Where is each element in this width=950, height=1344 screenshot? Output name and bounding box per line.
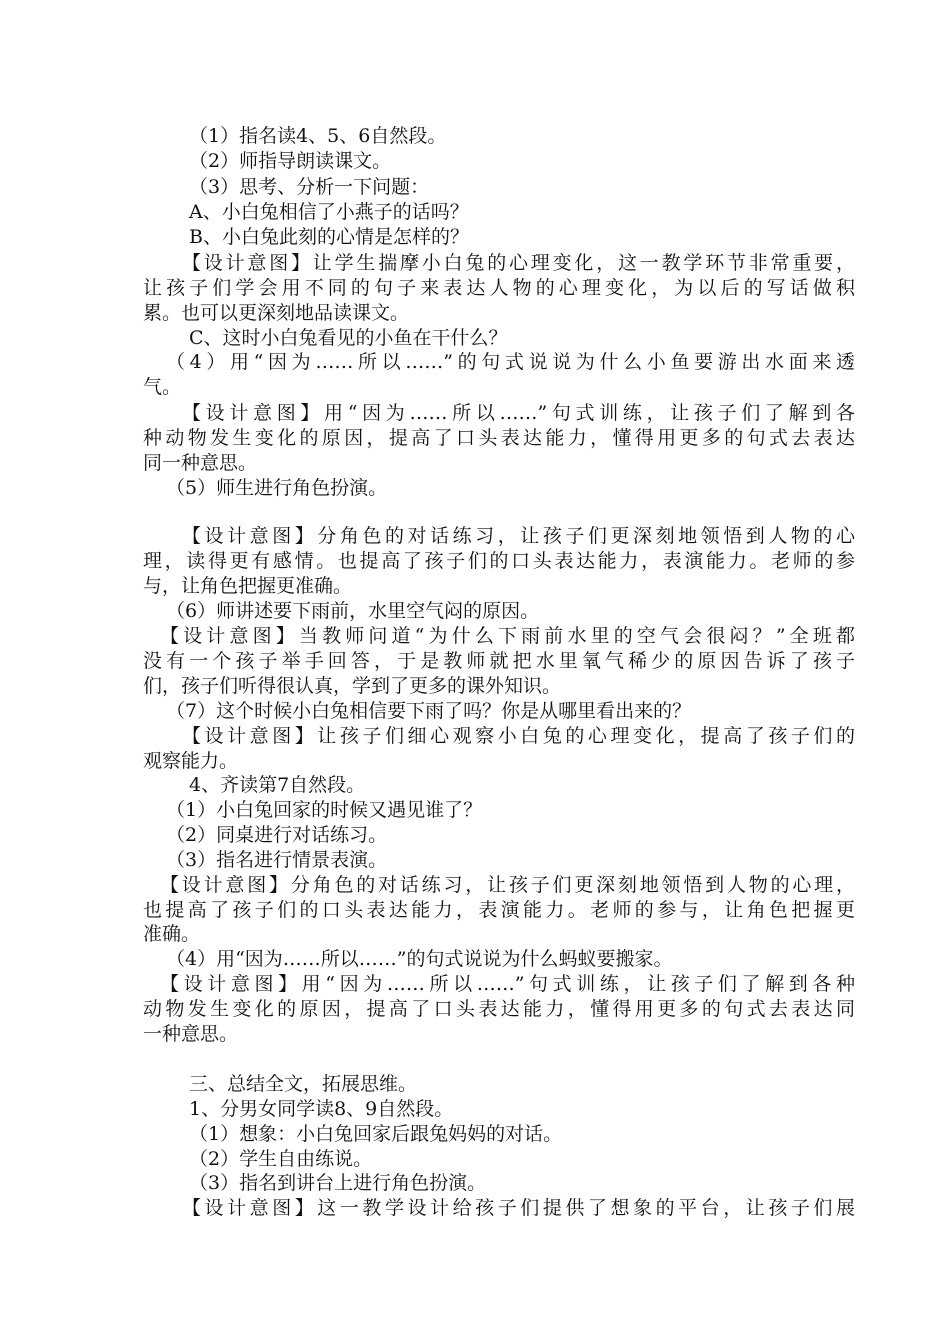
paragraph-line: 没有一个孩子举手回答，于是教师就把水里氧气稀少的原因告诉了孩子: [143, 650, 855, 672]
paragraph-line: 让孩子们学会用不同的句子来表达人物的心理变化，为以后的写话做积: [143, 277, 855, 299]
paragraph-line: （2）师指导朗读课文。: [189, 150, 392, 172]
paragraph-line: （4）用“因为……所以……”的句式说说为什么小鱼要游出水面来透: [166, 351, 855, 373]
paragraph-line: 4、齐读第7自然段。: [189, 774, 366, 796]
paragraph-line: （1）小白兔回家的时候又遇见谁了？: [166, 799, 483, 821]
design-intent-line: 【设计意图】分角色的对话练习，让孩子们更深刻地领悟到人物的心: [182, 525, 855, 547]
design-intent-line: 【设计意图】分角色的对话练习，让孩子们更深刻地领悟到人物的心理，: [160, 874, 855, 896]
paragraph-line: B、小白兔此刻的心情是怎样的？: [189, 226, 469, 248]
paragraph-line: 准确。: [143, 923, 201, 945]
paragraph-line: 1、分男女同学读8、9自然段。: [189, 1098, 454, 1120]
paragraph-line: （7）这个时候小白兔相信要下雨了吗？你是从哪里看出来的？: [166, 700, 692, 722]
paragraph-line: 累。也可以更深刻地品读课文。: [143, 302, 410, 324]
paragraph-line: 同一种意思。: [143, 452, 258, 474]
paragraph-line: （6）师讲述要下雨前，水里空气闷的原因。: [166, 600, 540, 622]
paragraph-line: （4）用“因为……所以……”的句式说说为什么蚂蚁要搬家。: [166, 948, 673, 970]
design-intent-line: 【设计意图】这一教学设计给孩子们提供了想象的平台，让孩子们展: [182, 1197, 855, 1219]
paragraph-line: C、这时小白兔看见的小鱼在干什么？: [189, 327, 508, 349]
paragraph-line: （5）师生进行角色扮演。: [166, 477, 388, 499]
design-intent-line: 【设计意图】用“因为……所以……”句式训练，让孩子们了解到各种: [160, 973, 855, 995]
paragraph-line: 一种意思。: [143, 1023, 239, 1045]
section-heading: 三、总结全文，拓展思维。: [189, 1073, 418, 1095]
paragraph-line: 种动物发生变化的原因，提高了口头表达能力，懂得用更多的句式去表达: [143, 427, 855, 449]
paragraph-line: 气。: [143, 376, 182, 398]
paragraph-line: （3）指名到讲台上进行角色扮演。: [189, 1172, 487, 1194]
paragraph-line: 动物发生变化的原因，提高了口头表达能力，懂得用更多的句式去表达同: [143, 998, 855, 1020]
paragraph-line: （3）指名进行情景表演。: [166, 849, 388, 871]
paragraph-line: （3）思考、分析一下问题：: [189, 176, 430, 198]
paragraph-line: 理，读得更有感情。也提高了孩子们的口头表达能力，表演能力。老师的参: [143, 550, 855, 572]
paragraph-line: （1）想象：小白兔回家后跟兔妈妈的对话。: [189, 1123, 563, 1145]
paragraph-line: 们，孩子们听得很认真，学到了更多的课外知识。: [143, 675, 562, 697]
design-intent-line: 【设计意图】用“因为……所以……”句式训练，让孩子们了解到各: [182, 402, 855, 424]
paragraph-line: （2）学生自由练说。: [189, 1148, 373, 1170]
design-intent-line: 【设计意图】让孩子们细心观察小白兔的心理变化，提高了孩子们的: [182, 725, 855, 747]
paragraph-line: 与，让角色把握更准确。: [143, 575, 353, 597]
design-intent-line: 【设计意图】当教师问道“为什么下雨前水里的空气会很闷？”全班都: [160, 625, 855, 647]
paragraph-line: （1）指名读4、5、6自然段。: [189, 125, 447, 147]
design-intent-line: 【设计意图】让学生揣摩小白兔的心理变化，这一教学环节非常重要，: [182, 252, 855, 274]
paragraph-line: （2）同桌进行对话练习。: [166, 824, 388, 846]
paragraph-line: 也提高了孩子们的口头表达能力，表演能力。老师的参与，让角色把握更: [143, 899, 855, 921]
paragraph-line: 观察能力。: [143, 750, 239, 772]
paragraph-line: A、小白兔相信了小燕子的话吗？: [189, 201, 469, 223]
